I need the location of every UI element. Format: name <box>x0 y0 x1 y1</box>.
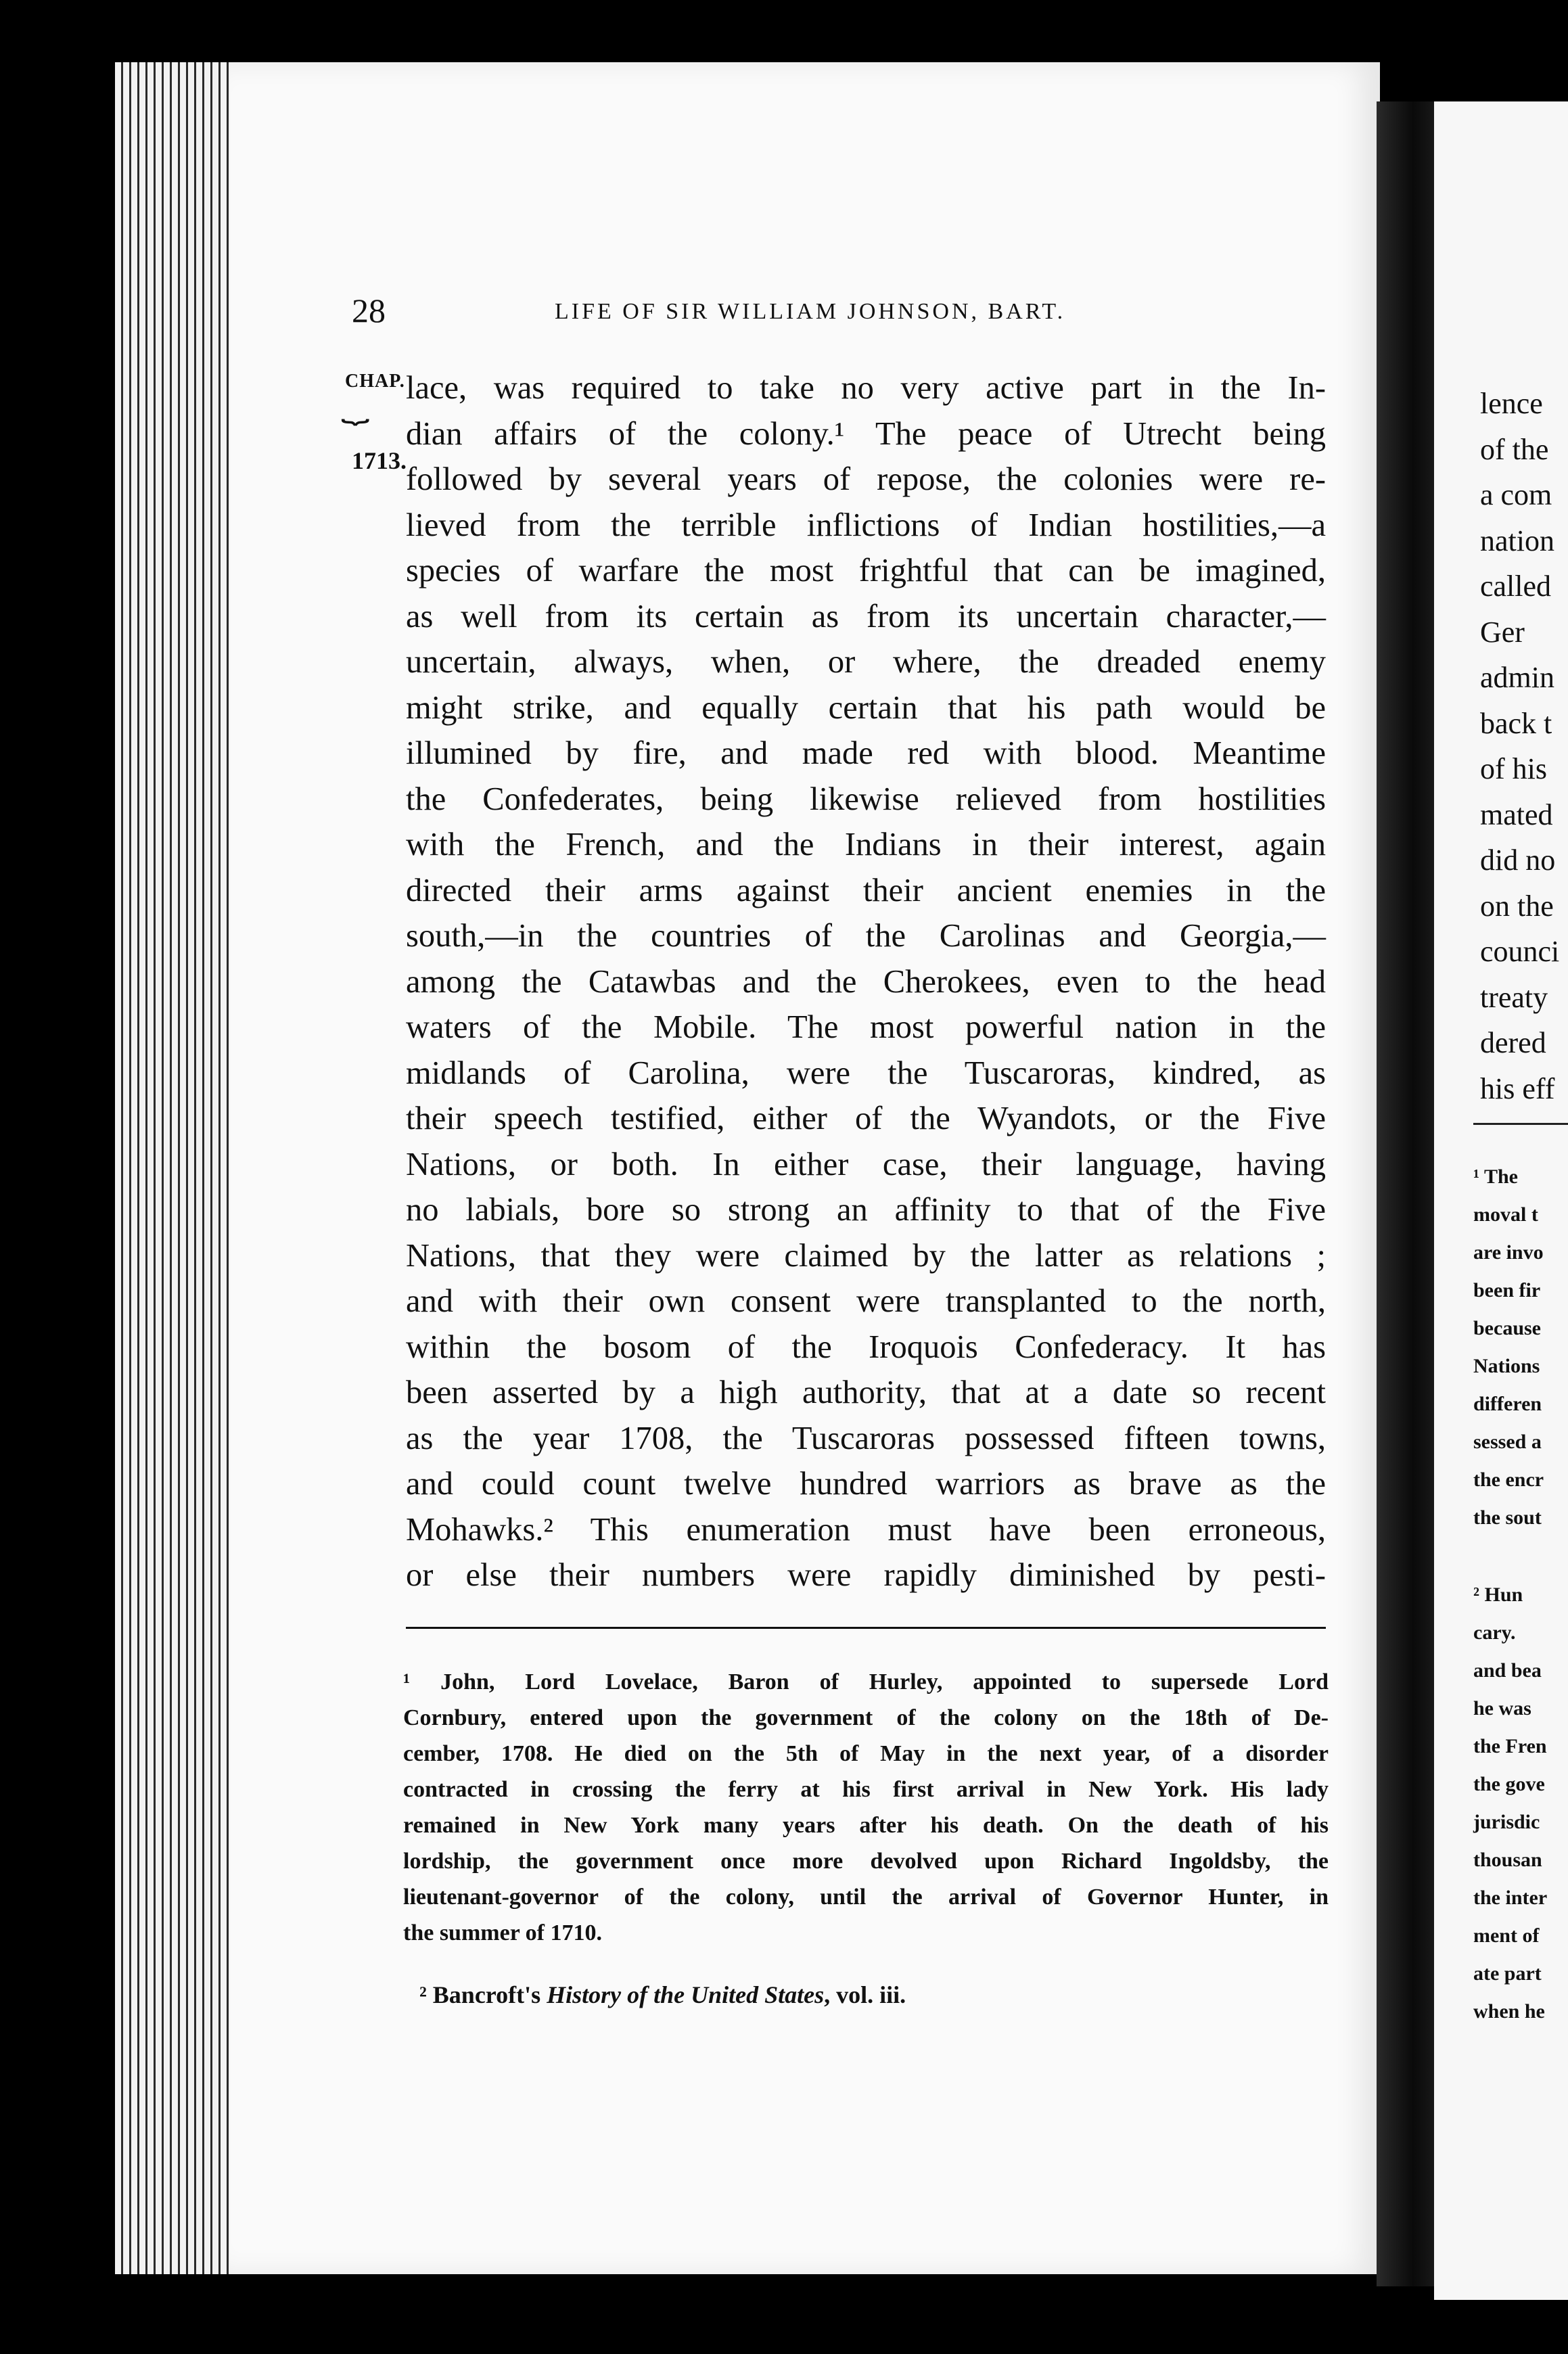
margin-chap-label: CHAP. <box>345 371 405 392</box>
footnote-2-title: History of the United States <box>547 1981 825 2008</box>
body-line: lace, was required to take no very active part in the In- <box>406 370 1326 406</box>
body-line: Nations, or both. In either case, their language, having <box>406 1146 1326 1182</box>
footnote-1 <box>403 1664 1329 1951</box>
body-line: Nations, that they were claimed by the latter as relations ; <box>406 1237 1326 1274</box>
body-line: no labials, bore so strong an affinity to that of the Five <box>406 1192 1326 1228</box>
footnote-line: Cornbury, entered upon the government of the colony on the 18th of De- <box>403 1705 1329 1730</box>
facing-page-line: lence <box>1480 387 1543 420</box>
body-line: as the year 1708, the Tuscaroras possessed fifteen towns, <box>406 1420 1326 1456</box>
facing-page-line: back t <box>1480 706 1552 740</box>
facing-page-line: treaty <box>1480 980 1548 1014</box>
footnote-line: ¹ John, Lord Lovelace, Baron of Hurley, appointed to supersede Lord <box>403 1669 1329 1694</box>
facing-page-line: of his <box>1480 752 1547 785</box>
body-line: the Confederates, being likewise relieved from hostilities <box>406 781 1326 817</box>
facing-page-footnote-line: when he <box>1473 2000 1545 2023</box>
body-line: species of warfare the most frightful that can be imagined, <box>406 553 1326 588</box>
body-line: or else their numbers were rapidly diminished by pesti- <box>406 1557 1326 1593</box>
body-line: with the French, and the Indians in their interest, again <box>406 827 1326 862</box>
facing-page-footnote-line: ¹ The <box>1473 1166 1518 1188</box>
facing-page-line: of the <box>1480 432 1549 466</box>
facing-page-line: nation <box>1480 524 1554 557</box>
facing-page-line: called <box>1480 570 1552 603</box>
facing-page-footnote-line: and bea <box>1473 1659 1542 1682</box>
facing-page-line: mated <box>1480 798 1553 831</box>
facing-page-footnote-line: the sout <box>1473 1506 1542 1529</box>
facing-page-footnote-line: the inter <box>1473 1887 1548 1909</box>
facing-page-footnote-line: the Fren <box>1473 1735 1547 1757</box>
footnote-line: remained in New York many years after his death. On the death of his <box>403 1813 1329 1838</box>
facing-page-footnote-line: cary. <box>1473 1621 1516 1644</box>
facing-page-line: on the <box>1480 889 1554 923</box>
running-title: LIFE OF SIR WILLIAM JOHNSON, BART. <box>555 299 1066 324</box>
facing-page-footnote-line: the encr <box>1473 1469 1544 1491</box>
facing-page-footnote-line: Nations <box>1473 1355 1540 1377</box>
body-line: south,—in the countries of the Carolinas and Georgia,— <box>406 918 1326 954</box>
facing-page-footnote-line: jurisdic <box>1473 1811 1540 1833</box>
facing-page-line: did no <box>1480 844 1556 877</box>
body-line: among the Catawbas and the Cherokees, even to the head <box>406 963 1326 1000</box>
facing-page-line: admin <box>1480 661 1554 694</box>
facing-page-footnote-rule <box>1473 1123 1568 1125</box>
footnote-line: contracted in crossing the ferry at his first arrival in New York. His lady <box>403 1777 1329 1802</box>
footnote-line: lordship, the government once more devolved upon Richard Ingoldsby, the <box>403 1849 1329 1874</box>
body-text <box>406 365 1326 1598</box>
facing-page-footnote-line: ate part <box>1473 1962 1542 1985</box>
body-line: directed their arms against their ancient enemies in the <box>406 872 1326 908</box>
body-line: illumined by fire, and made red with blood. Meantime <box>406 735 1326 771</box>
body-line: followed by several years of repose, the colonies were re- <box>406 461 1326 497</box>
body-line: been asserted by a high authority, that at a date so recent <box>406 1375 1326 1410</box>
book-gutter <box>1377 101 1437 2286</box>
footnote-line: cember, 1708. He died on the 5th of May in the next year, of a disorder <box>403 1741 1329 1766</box>
facing-page-footnote-line: the gove <box>1473 1773 1545 1795</box>
body-line: waters of the Mobile. The most powerful nation in the <box>406 1009 1326 1045</box>
margin-brace: ⏟ <box>341 390 370 423</box>
facing-page-line: Ger <box>1480 615 1525 649</box>
facing-page-footnote-line: are invo <box>1473 1241 1544 1264</box>
footnote-2 <box>419 1981 906 2009</box>
body-line: within the bosom of the Iroquois Confederacy. It has <box>406 1329 1326 1365</box>
body-line: and with their own consent were transplanted to the north, <box>406 1283 1326 1319</box>
facing-page-footnote-line: sessed a <box>1473 1431 1542 1453</box>
facing-page-footnote-line: moval t <box>1473 1203 1538 1226</box>
page-number: 28 <box>352 292 386 329</box>
facing-page-line: counci <box>1480 935 1560 968</box>
facing-page-line: dered <box>1480 1026 1546 1059</box>
facing-page-footnote-line: he was <box>1473 1697 1531 1720</box>
body-line: their speech testified, either of the Wyandots, or the Five <box>406 1101 1326 1136</box>
body-line: as well from its certain as from its uncertain character,— <box>406 598 1326 634</box>
body-line: dian affairs of the colony.¹ The peace of Utrecht being <box>406 415 1326 452</box>
facing-page-footnote-line: ment of <box>1473 1924 1540 1947</box>
facing-page-footnote-line: ² Hun <box>1473 1584 1523 1606</box>
facing-page <box>1434 101 1568 2300</box>
facing-page-line: a com <box>1480 478 1552 511</box>
facing-page-footnote-line: because <box>1473 1317 1541 1339</box>
footnote-rule <box>406 1627 1326 1629</box>
footnote-line: the summer of 1710. <box>403 1920 602 1945</box>
facing-page-footnote-line: thousan <box>1473 1849 1542 1871</box>
facing-page-line: his eff <box>1480 1071 1555 1105</box>
footnote-line: lieutenant-governor of the colony, until the arrival of Governor Hunter, in <box>403 1885 1329 1910</box>
footnote-2-prefix: ² Bancroft's <box>419 1981 547 2008</box>
body-line: and could count twelve hundred warriors as brave as the <box>406 1466 1326 1502</box>
body-line: midlands of Carolina, were the Tuscaroras, kindred, as <box>406 1055 1326 1091</box>
running-head <box>352 291 1339 331</box>
facing-page-footnote-line: been fir <box>1473 1279 1541 1301</box>
body-line: Mohawks.² This enumeration must have been erroneous, <box>406 1511 1326 1548</box>
footnote-2-suffix: , vol. iii. <box>824 1981 906 2008</box>
body-line: uncertain, always, when, or where, the dreaded enemy <box>406 644 1326 680</box>
body-line: lieved from the terrible inflictions of Indian hostilities,—a <box>406 507 1326 543</box>
body-line: might strike, and equally certain that his path would be <box>406 689 1326 726</box>
margin-year: 1713. <box>352 447 407 474</box>
facing-page-footnote-line: differen <box>1473 1393 1542 1415</box>
